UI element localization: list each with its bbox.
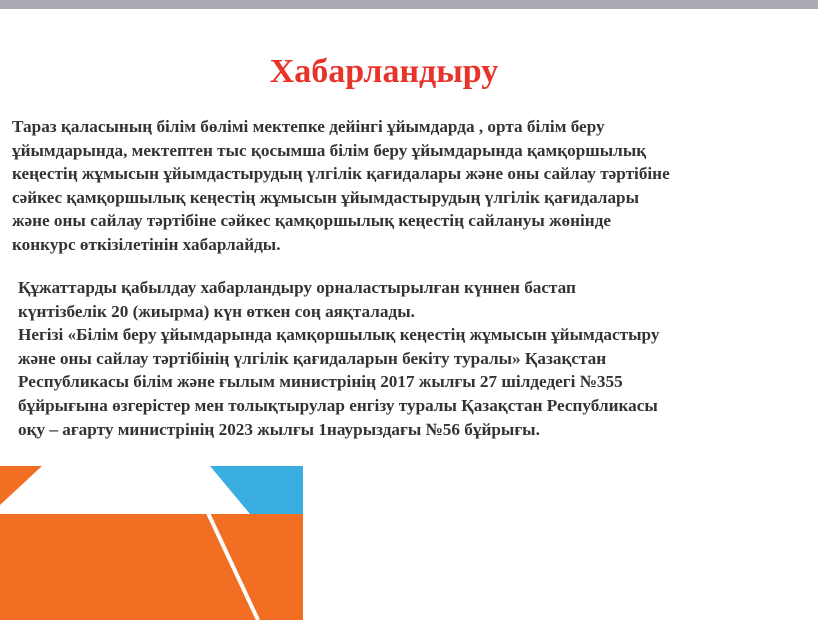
top-accent-bar [0, 0, 818, 9]
blue-accent-shape [210, 466, 303, 514]
white-diagonal-divider [186, 466, 258, 620]
text-line: ұйымдарында, мектептен тыс қосымша білім беру ұйымдарында қамқоршылық [12, 140, 647, 160]
text-line: Тараз қаласының білім бөлімі мектепке дейінгі ұйымдарда , орта білім беру [12, 117, 605, 136]
text-line: конкурс өткізілетінін хабарлайды. [12, 234, 281, 254]
text-line: кеңестің жұмысын ұйымдастырудың үлгілік қағидалары және оны сайлау тәртібіне [12, 164, 670, 184]
orange-small-triangle [0, 466, 42, 505]
orange-accent-shape [0, 514, 303, 620]
documents-paragraph [18, 276, 808, 441]
text-line: Құжаттарды қабылдау хабарландыру орналастырылған күннен бастап [18, 278, 576, 297]
text-line: және оны сайлау тәртібінің үлгілік қағидаларын бекіту туралы» Қазақстан [18, 348, 607, 368]
text-line: бұйрығына өзгерістер мен толықтырулар енгізу туралы Қазақстан Республикасы [18, 395, 658, 415]
slide-title: Хабарландыру [269, 53, 499, 90]
text-line: Республикасы білім және ғылым министрінің 2017 жылғы 27 шілдедегі №355 [18, 372, 623, 392]
text-line: оқу – ағарту министрінің 2023 жылғы 1наурыздағы №56 бұйрығы. [18, 419, 540, 439]
text-line: және оны сайлау тәртібіне сәйкес қамқоршылық кеңестің сайлануы жөнінде [12, 211, 612, 231]
text-line: сәйкес қамқоршылық кеңестің жұмысын ұйымдастырудың үлгілік қағидалары [12, 187, 640, 207]
text-line: Негізі «Білім беру ұйымдарында қамқоршылық кеңестің жұмысын ұйымдастыру [18, 325, 660, 345]
text-line: күнтізбелік 20 (жиырма) күн өткен соң аяқталады. [18, 301, 415, 321]
announcement-paragraph [12, 115, 812, 257]
